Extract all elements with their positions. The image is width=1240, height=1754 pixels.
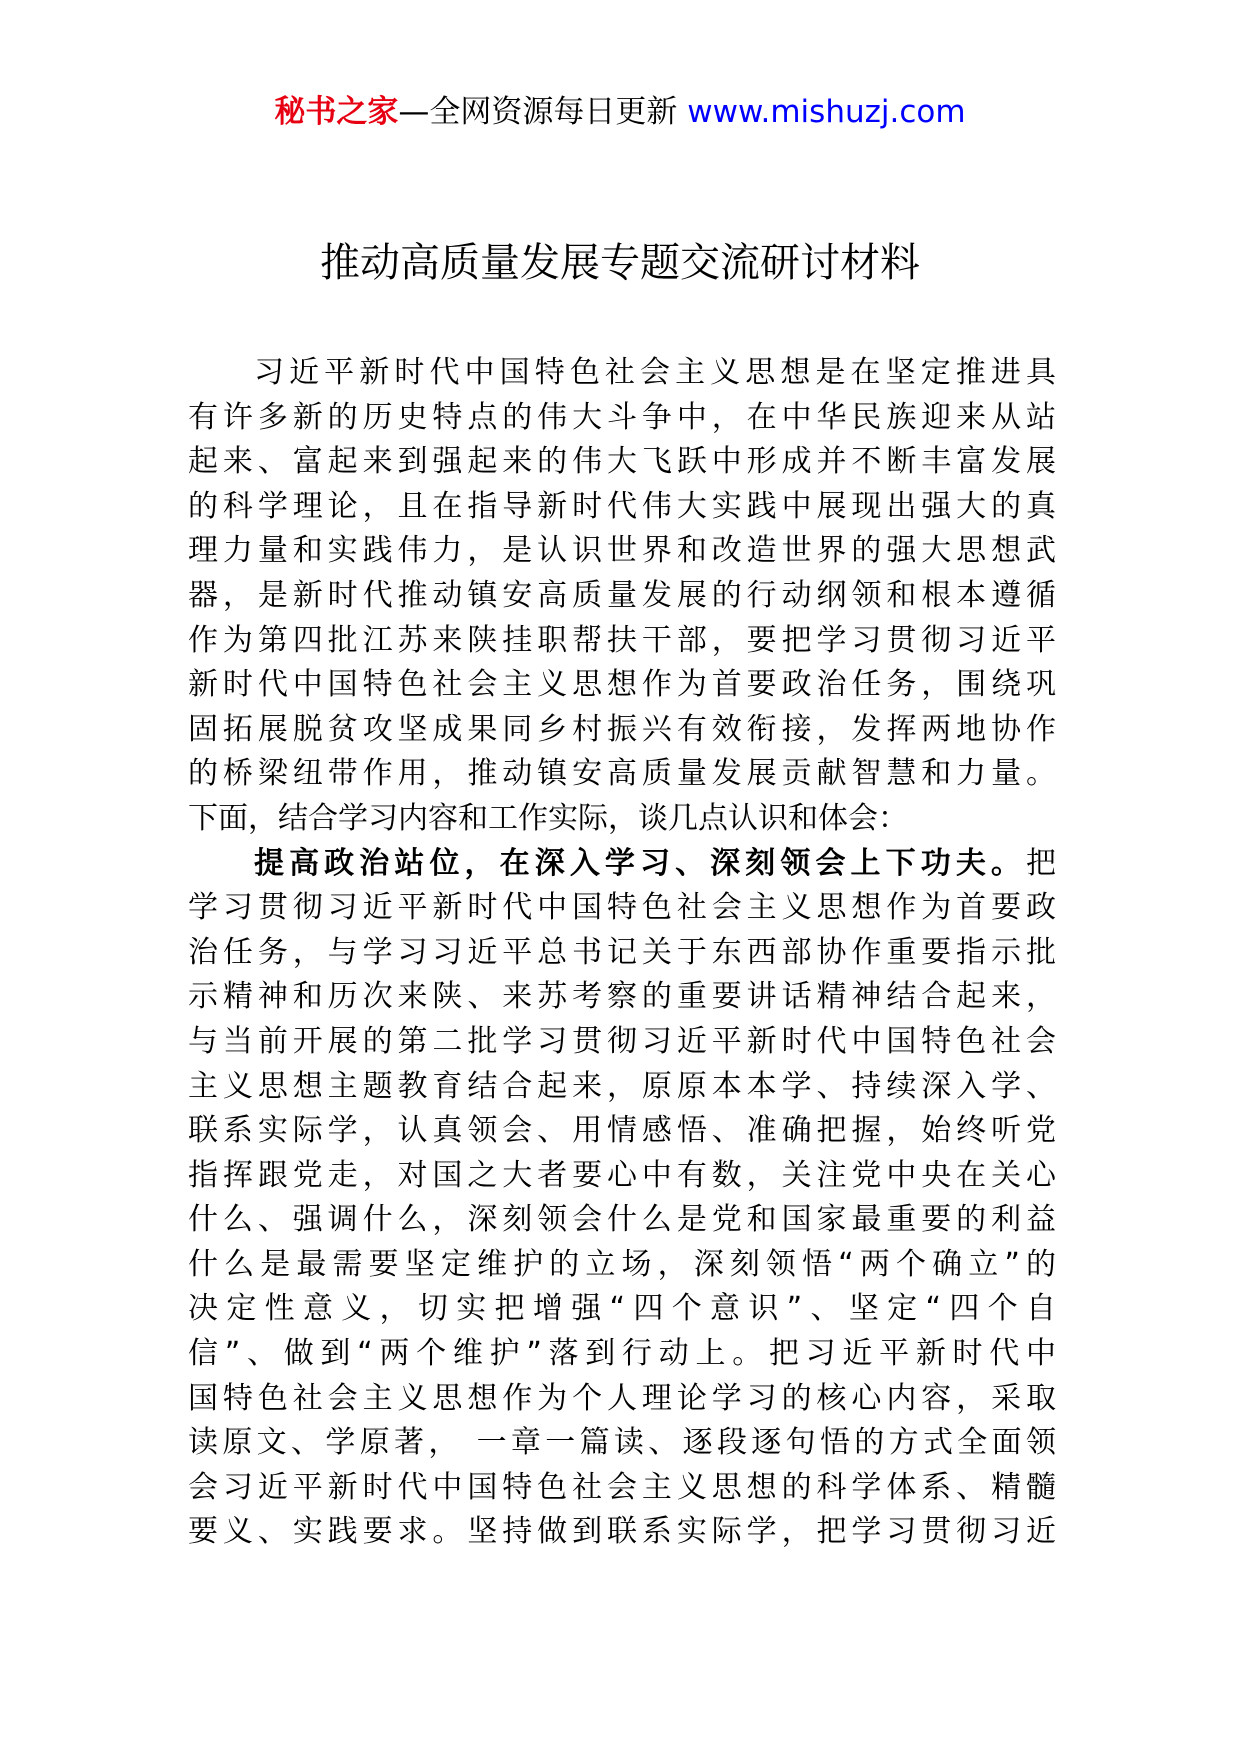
brand-name: 秘书之家 (274, 94, 399, 130)
text-line: 联系实际学，认真领会、用情感悟、准确把握，始终听党 (188, 1113, 1056, 1149)
text-line: 作为第四批江苏来陕挂职帮扶干部，要把学习贯彻习近平 (188, 622, 1056, 658)
text-line: 国特色社会主义思想作为个人理论学习的核心内容，采取 (188, 1380, 1056, 1416)
text-line: 会习近平新时代中国特色社会主义思想的科学体系、精髓 (188, 1469, 1056, 1505)
text-line: 理力量和实践伟力，是认识世界和改造世界的强大思想武 (188, 533, 1056, 569)
site-header (0, 92, 1240, 132)
text-line: 主义思想主题教育结合起来，原原本本学、持续深入学、 (188, 1068, 1056, 1104)
text-line: 的桥梁纽带作用，推动镇安高质量发展贡献智慧和力量。 (188, 756, 1056, 792)
document-body (188, 351, 1056, 1555)
text-span: 把 (1026, 845, 1056, 881)
paragraph-2 (188, 842, 1056, 1556)
text-line: 下面，结合学习内容和工作实际，谈几点认识和体会： (188, 800, 908, 836)
text-line: 要义、实践要求。坚持做到联系实际学，把学习贯彻习近 (188, 1514, 1056, 1550)
text-line: 有许多新的历史特点的伟大斗争中，在中华民族迎来从站 (188, 399, 1056, 435)
text-line: 信”、做到“两个维护”落到行动上。把习近平新时代中 (188, 1336, 1056, 1372)
text-line: 习近平新时代中国特色社会主义思想是在坚定推进具 (254, 355, 1056, 390)
text-line: 新时代中国特色社会主义思想作为首要政治任务，围绕巩 (188, 667, 1056, 703)
text-line: 器，是新时代推动镇安高质量发展的行动纲领和根本遵循 (188, 577, 1056, 613)
text-line: 的科学理论，且在指导新时代伟大实践中展现出强大的真 (188, 488, 1056, 524)
text-line: 起来、富起来到强起来的伟大飞跃中形成并不断丰富发展 (188, 444, 1056, 480)
text-line: 什么、强调什么，深刻领会什么是党和国家最重要的利益 (188, 1202, 1056, 1238)
text-line (188, 842, 1056, 887)
paragraph-1 (188, 351, 1056, 842)
text-line: 指挥跟党走，对国之大者要心中有数，关注党中央在关心 (188, 1157, 1056, 1193)
text-line: 决定性意义，切实把增强“四个意识”、坚定“四个自 (188, 1291, 1056, 1327)
text-line: 固拓展脱贫攻坚成果同乡村振兴有效衔接，发挥两地协作 (188, 711, 1056, 747)
text-line: 什么是最需要坚定维护的立场，深刻领悟“两个确立”的 (188, 1246, 1056, 1282)
text-line: 读原文、学原著， 一章一篇读、逐段逐句悟的方式全面领 (188, 1425, 1056, 1461)
header-tagline: —全网资源每日更新 (398, 94, 688, 130)
text-line: 与当前开展的第二批学习贯彻习近平新时代中国特色社会 (188, 1023, 1056, 1059)
text-line: 学习贯彻习近平新时代中国特色社会主义思想作为首要政 (188, 890, 1056, 926)
text-line: 示精神和历次来陕、来苏考察的重要讲话精神结合起来， (188, 979, 1056, 1015)
site-url[interactable]: www.mishuzj.com (687, 94, 966, 130)
document-title: 推动高质量发展专题交流研讨材料 (320, 240, 920, 286)
section-lead: 提高政治站位，在深入学习、深刻领会上下功夫。 (254, 845, 1026, 881)
text-line: 治任务，与学习习近平总书记关于东西部协作重要指示批 (188, 934, 1056, 970)
